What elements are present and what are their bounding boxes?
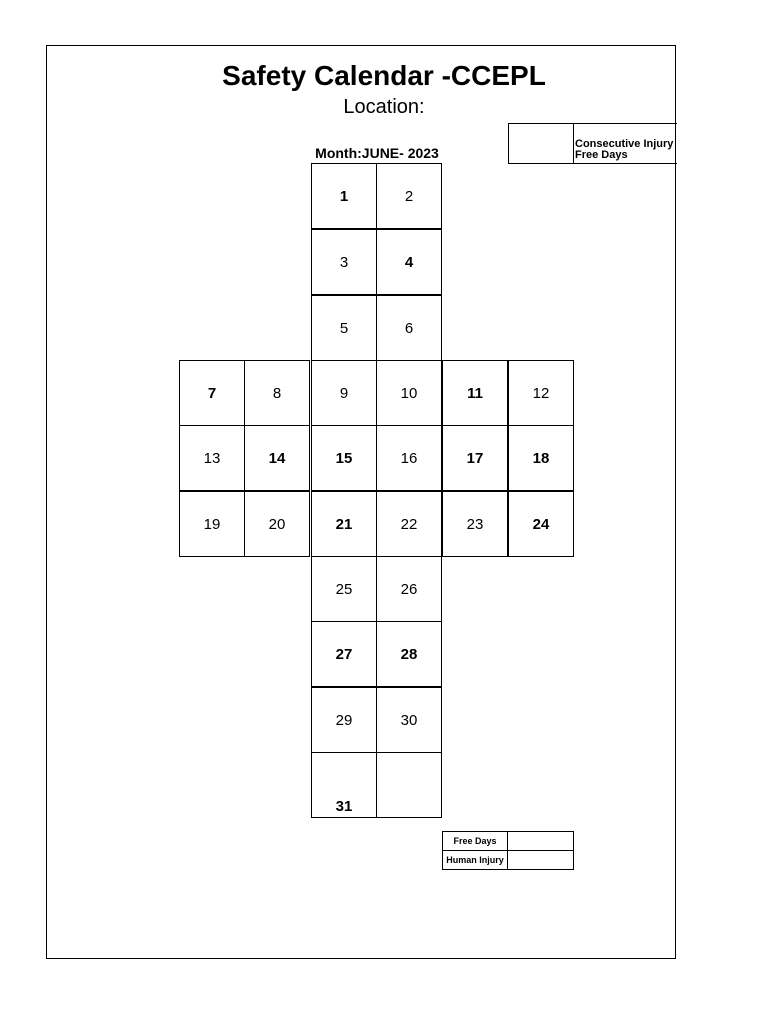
human-injury-value [507, 850, 574, 870]
month-label: Month:JUNE- 2023 [315, 145, 439, 161]
day-cell-21: 21 [311, 491, 377, 557]
day-cell-29: 29 [311, 687, 377, 753]
day-cell-18: 18 [508, 425, 574, 491]
free-days-label: Free Days [442, 831, 508, 851]
day-cell-28: 28 [376, 621, 442, 687]
day-cell-14: 14 [244, 425, 310, 491]
day-cell-9: 9 [311, 360, 377, 426]
day-cell-7: 7 [179, 360, 245, 426]
location-label: Location: [343, 96, 425, 118]
day-cell-30: 30 [376, 687, 442, 753]
day-cell-13: 13 [179, 425, 245, 491]
day-cell-23: 23 [442, 491, 508, 557]
legend-swatch [508, 123, 574, 164]
day-cell-15: 15 [311, 425, 377, 491]
day-cell-27: 27 [311, 621, 377, 687]
day-cell-8: 8 [244, 360, 310, 426]
day-cell-12: 12 [508, 360, 574, 426]
human-injury-label: Human Injury [442, 850, 508, 870]
day-cell-16: 16 [376, 425, 442, 491]
day-cell-1: 1 [311, 163, 377, 229]
day-cell-25: 25 [311, 556, 377, 622]
day-cell-6: 6 [376, 295, 442, 361]
day-cell-22: 22 [376, 491, 442, 557]
page-title: Safety Calendar -CCEPL [222, 60, 546, 91]
day-cell-17: 17 [442, 425, 508, 491]
day-cell-20: 20 [244, 491, 310, 557]
legend-label: Consecutive Injury Free Days [573, 123, 677, 164]
empty-day-cell [376, 752, 442, 818]
day-cell-10: 10 [376, 360, 442, 426]
day-cell-24: 24 [508, 491, 574, 557]
day-cell-11: 11 [442, 360, 508, 426]
day-cell-5: 5 [311, 295, 377, 361]
day-cell-26: 26 [376, 556, 442, 622]
day-cell-31: 31 [311, 752, 377, 818]
day-cell-3: 3 [311, 229, 377, 295]
free-days-value [507, 831, 574, 851]
day-cell-4: 4 [376, 229, 442, 295]
day-cell-2: 2 [376, 163, 442, 229]
day-cell-19: 19 [179, 491, 245, 557]
